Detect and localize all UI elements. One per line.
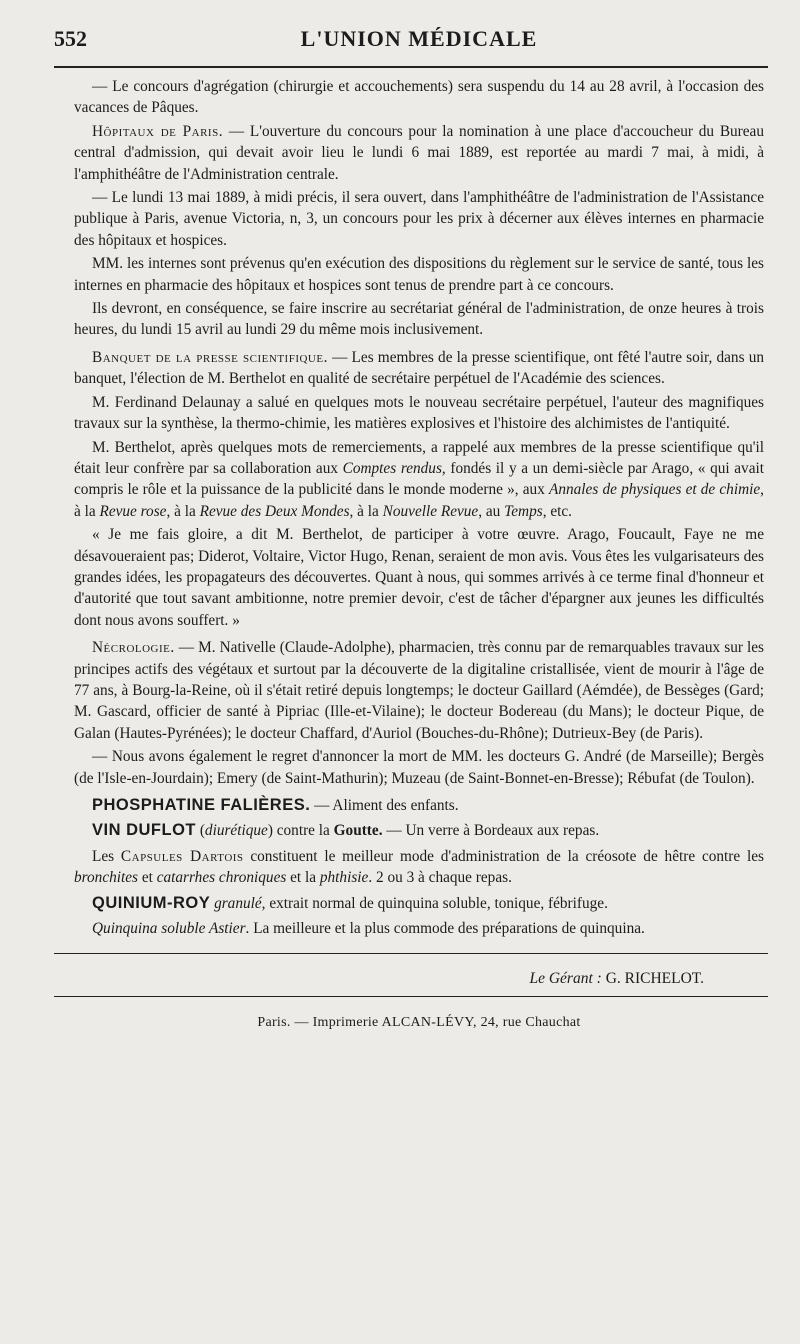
page-number: 552 bbox=[54, 26, 87, 51]
ad-quinium-roy: QUINIUM-ROY granulé, extrait normal de quinquina soluble, tonique, fébrifuge. bbox=[92, 893, 608, 912]
paragraph-internes: MM. les internes sont prévenus qu'en exécution des dispositions du règlement sur le service de santé, tous les internes en pharmacie des hôpitaux et hospices sont tenus de prendre part à ce concours. bbox=[74, 255, 764, 294]
ad-phosphatine: PHOSPHATINE FALIÈRES. — Aliment des enfants. bbox=[92, 796, 459, 814]
paragraph-berthelot: M. Berthelot, après quelques mots de remerciements, a rappelé aux membres de la presse scientifique qu'il était leur confrère par sa collaboration aux Comptes rendus, fondés il y a un demi-siècle par Arago, « qui avait compris le rôle et la puissance de la publicité dans le monde moderne », aux Annales de physiques et de chimie, à la Revue rose, à la Revue des Deux Mondes, à la Nouvelle Revue, au Temps, etc. bbox=[74, 438, 764, 520]
paragraph-agregation: — Le concours d'agrégation (chirurgie et accouchements) sera suspendu du 14 au 28 avril, à l'occasion des vacances de Pâques. bbox=[74, 78, 764, 117]
footer-rule bbox=[54, 953, 768, 954]
paragraph-inscription: Ils devront, en conséquence, se faire inscrire au secrétariat général de l'administration, de onze heures à trois heures, du lundi 15 avril au lundi 29 du même mois inclusivement. bbox=[74, 300, 764, 339]
section-lead-hopitaux: Hôpitaux de Paris. bbox=[92, 122, 224, 140]
footer-rule-lower bbox=[54, 996, 768, 997]
ad-vin-duflot: VIN DUFLOT (diurétique) contre la Goutte. — Un verre à Bordeaux aux repas. bbox=[92, 821, 600, 840]
ad-quinquina-astier: Quinquina soluble Astier. La meilleure et la plus commode des préparations de quinquina. bbox=[92, 920, 645, 938]
paragraph-delaunay: M. Ferdinand Delaunay a salué en quelques mots le nouveau secrétaire perpétuel, l'auteur des magnifiques travaux sur la synthèse, la thermo-chimie, les matières explosives et l'histoire des alchimistes de l'antiquité. bbox=[74, 393, 764, 433]
section-lead-banquet: Banquet de la presse scientifique. bbox=[92, 348, 328, 366]
section-lead-necrologie: Nécrologie. bbox=[92, 639, 175, 657]
ad-capsules-dartois: Les Capsules Dartois constituent le meilleur mode d'administration de la créosote de hêtre contre les bronchites et catarrhes chroniques et la phthisie. 2 ou 3 à chaque repas. bbox=[74, 847, 764, 887]
header-rule bbox=[54, 66, 768, 68]
article-body bbox=[74, 76, 764, 939]
page-header bbox=[54, 18, 764, 52]
paragraph-hopitaux: Hôpitaux de Paris. — L'ouverture du concours pour la nomination à une place d'accoucheur du Bureau central d'admission, qui devait avoir lieu le lundi 6 mai 1889, est reportée au mardi 7 mai, à midi, à l'amphithéâtre de l'Administration centrale. bbox=[74, 122, 764, 183]
imprint-line: Paris. — Imprimerie ALCAN-LÉVY, 24, rue Chauchat bbox=[257, 1015, 581, 1031]
paragraph-banquet: Banquet de la presse scientifique. — Les membres de la presse scientifique, ont fêté l'autre soir, dans un banquet, l'élection de M. Berthelot en qualité de secrétaire perpétuel de l'Académie des sciences. bbox=[74, 348, 764, 388]
paragraph-quote: « Je me fais gloire, a dit M. Berthelot, de participer à votre œuvre. Arago, Foucault, Faye ne me désavoueraient pas; Diderot, Voltaire, Victor Hugo, Renan, seraient de mon avis. Vous êtes les vulgarisateurs des grandes idées, les propagateurs des découvertes. Quant à nous, qui sommes arrivés à ce terme final d'honneur et d'autorité que tout savant ambitionne, notre premier devoir, c'est de tâcher d'épargner aux jeunes les difficultés dont nous avons souffert. » bbox=[74, 526, 764, 629]
gerant-line: Le Gérant : G. RICHELOT. bbox=[529, 970, 704, 988]
paragraph-concours-pharmacie: — Le lundi 13 mai 1889, à midi précis, il sera ouvert, dans l'amphithéâtre de l'administration de l'Assistance publique à Paris, avenue Victoria, n, 3, un concours pour les prix à décerner aux élèves internes en pharmacie des hôpitaux et hospices. bbox=[74, 189, 764, 249]
running-title: L'UNION MÉDICALE bbox=[300, 26, 538, 51]
paragraph-necrologie: Nécrologie. — M. Nativelle (Claude-Adolphe), pharmacien, très connu par de remarquables travaux sur les principes actifs des végétaux et surtout par la découverte de la digitaline cristallisée, vient de mourir à l'âge de 77 ans, à Bourg-la-Reine, où il s'était retiré depuis longtemps; le docteur Gaillard (Aémdée), de Bessèges (Gard; M. Gascard, officier de santé à Pipriac (Ille-et-Vilaine); le docteur Bodereau (du Mans); le docteur Pique, de Galan (Hautes-Pyrénées); le docteur Chaffard, d'Auriol (Bouches-du-Rhône); Dutrieux-Bey (de Paris). bbox=[74, 639, 764, 742]
paragraph-regret: — Nous avons également le regret d'annoncer la mort de MM. les docteurs G. André (de Marseille); Bergès (de l'Isle-en-Jourdain); Emery (de Saint-Mathurin); Muzeau (de Saint-Bonnet-en-Bresse); Rébufat (de Toulon). bbox=[74, 748, 764, 787]
